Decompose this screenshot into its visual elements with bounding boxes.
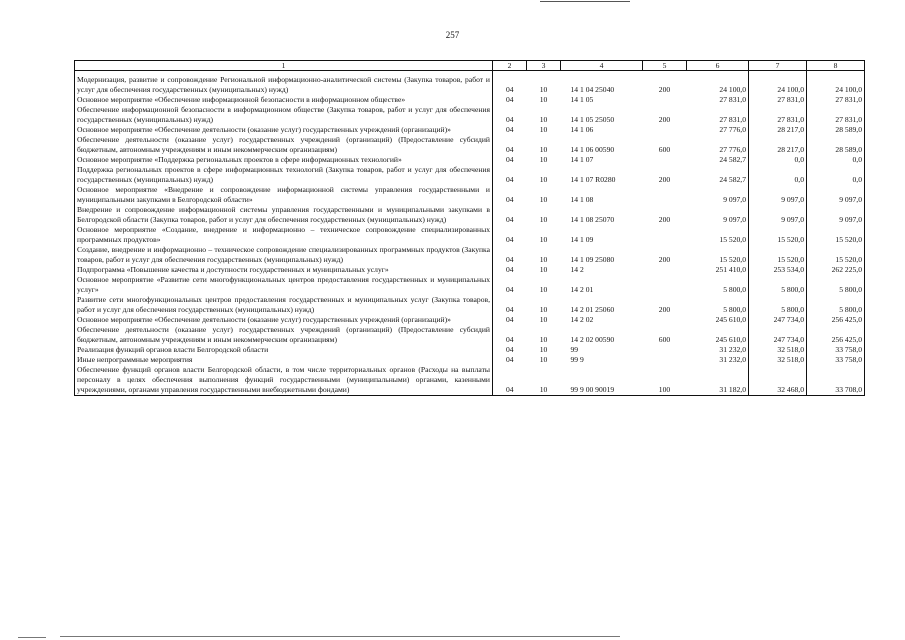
row-section: 04 (493, 365, 527, 396)
row-amount-year-1: 251 410,0 (687, 265, 749, 275)
row-section: 04 (505, 285, 514, 294)
row-target-code: 14 1 07 (570, 155, 594, 164)
row-amount-year-3: 0,0 (807, 165, 865, 185)
row-description: Обеспечение функций органов власти Белгородской области, в том числе территориальных органов (Расходы на выплаты персоналу в целях обеспечения выполнения функций государственными (муниципальными) органами, казенными учреждениями, органами управления государственными внебюджетными фондами) (75, 365, 493, 396)
row-subsection: 10 (539, 85, 548, 94)
table-row (75, 295, 865, 315)
row-expense-type: 200 (658, 175, 671, 184)
row-amount-year-3: 27 831,0 (807, 95, 865, 105)
row-description: Подпрограмма «Повышение качества и доступности государственных и муниципальных услуг» (75, 265, 493, 275)
row-section: 04 (505, 215, 514, 224)
row-expense-type: 100 (643, 365, 687, 396)
row-subsection: 10 (539, 145, 548, 154)
row-expense-type (643, 95, 687, 105)
row-target-code: 14 2 01 (570, 285, 594, 294)
row-amount-year-1: 5 800,0 (687, 295, 749, 315)
row-section: 04 (505, 95, 514, 104)
row-amount-year-1: 245 610,0 (687, 325, 749, 345)
table-row (75, 205, 865, 225)
table-row (75, 95, 865, 105)
row-amount-year-2: 15 520,0 (749, 225, 807, 245)
row-section: 04 (505, 335, 514, 344)
row-subsection: 10 (539, 195, 548, 204)
row-section: 04 (505, 115, 514, 124)
row-expense-type: 600 (658, 145, 671, 154)
row-amount-year-3: 33 708,0 (807, 365, 865, 396)
row-subsection: 10 (539, 305, 548, 314)
row-target-code: 14 1 04 25040 (570, 85, 615, 94)
table-header-row (75, 61, 865, 71)
row-amount-year-1: 24 100,0 (687, 75, 749, 95)
row-expense-type (643, 125, 687, 135)
row-expense-type (643, 155, 687, 165)
row-subsection: 10 (539, 175, 548, 184)
row-target-code: 14 1 09 (570, 235, 594, 244)
row-description: Внедрение и сопровождение информационной системы управления государственными и муниципальными закупками в Белгородской области (Закупка товаров, работ и услуг для обеспечения государственных (муниципальных) нужд) (75, 205, 493, 225)
header-col-8: 8 (807, 61, 865, 71)
row-amount-year-2: 28 217,0 (749, 135, 807, 155)
row-amount-year-1: 24 582,7 (687, 155, 749, 165)
row-section: 04 (505, 195, 514, 204)
row-target-code: 14 2 (570, 265, 584, 274)
row-section: 04 (505, 235, 514, 244)
budget-table (74, 60, 865, 396)
row-section: 04 (505, 355, 514, 364)
table-row (75, 165, 865, 185)
row-target-code: 14 1 08 25070 (570, 215, 615, 224)
row-description: Основное мероприятие «Создание, внедрение и информационно – техническое сопровождение специализированных программных продуктов» (75, 225, 493, 245)
row-amount-year-2: 9 097,0 (749, 205, 807, 225)
table-row (75, 365, 865, 396)
row-amount-year-2: 5 800,0 (749, 295, 807, 315)
header-col-2: 2 (493, 61, 527, 71)
table-row (75, 105, 865, 125)
row-target-code: 14 2 02 (570, 315, 594, 324)
row-subsection: 10 (539, 255, 548, 264)
row-description: Основное мероприятие «Развитие сети многофункциональных центров предоставления государственных и муниципальных услуг» (75, 275, 493, 295)
row-description: Реализация функций органов власти Белгородской области (75, 345, 493, 355)
row-expense-type (643, 265, 687, 275)
row-amount-year-1: 9 097,0 (687, 185, 749, 205)
row-amount-year-1: 31 182,0 (687, 365, 749, 396)
row-amount-year-2: 32 468,0 (749, 365, 807, 396)
row-amount-year-3: 33 758,0 (807, 345, 865, 355)
row-subsection: 10 (539, 115, 548, 124)
row-expense-type (643, 355, 687, 365)
row-expense-type (643, 185, 687, 205)
row-amount-year-3: 27 831,0 (807, 105, 865, 125)
row-description: Создание, внедрение и информационно – техническое сопровождение специализированных программных продуктов (Закупка товаров, работ и услуг для обеспечения государственных (муниципальных) нужд) (75, 245, 493, 265)
row-amount-year-1: 245 610,0 (687, 315, 749, 325)
row-section: 04 (505, 175, 514, 184)
row-expense-type: 200 (658, 305, 671, 314)
row-target-code: 14 2 01 25060 (570, 305, 615, 314)
table-row (75, 265, 865, 275)
page-number: 257 (445, 30, 460, 40)
row-amount-year-3: 256 425,0 (807, 315, 865, 325)
row-amount-year-3: 28 589,0 (807, 125, 865, 135)
row-target-code: 14 1 06 (570, 125, 594, 134)
table-row (75, 245, 865, 265)
row-amount-year-3: 262 225,0 (807, 265, 865, 275)
row-description: Основное мероприятие «Обеспечение деятельности (оказание услуг) государственных учреждений (организаций)» (75, 125, 493, 135)
row-section: 04 (505, 265, 514, 274)
row-description: Основное мероприятие «Поддержка региональных проектов в сфере информационных технологий» (75, 155, 493, 165)
header-col-6: 6 (687, 61, 749, 71)
row-amount-year-1: 27 776,0 (687, 125, 749, 135)
table-row (75, 315, 865, 325)
row-target-code: 14 1 05 25050 (570, 115, 615, 124)
row-description: Поддержка региональных проектов в сфере информационных технологий (Закупка товаров, работ и услуг для обеспечения государственных (муниципальных) нужд) (75, 165, 493, 185)
table-row (75, 135, 865, 155)
row-expense-type (643, 345, 687, 355)
row-amount-year-3: 28 589,0 (807, 135, 865, 155)
row-target-code: 14 1 07 R0280 (570, 175, 616, 184)
row-amount-year-3: 256 425,0 (807, 325, 865, 345)
row-description: Обеспечение информационной безопасности в информационном обществе (Закупка товаров, работ и услуг для обеспечения государственных (муниципальных) нужд) (75, 105, 493, 125)
header-col-3: 3 (527, 61, 561, 71)
row-subsection: 10 (539, 335, 548, 344)
row-amount-year-3: 5 800,0 (807, 295, 865, 315)
header-col-7: 7 (749, 61, 807, 71)
row-amount-year-2: 27 831,0 (749, 105, 807, 125)
table-row (75, 185, 865, 205)
row-subsection: 10 (539, 315, 548, 324)
row-amount-year-3: 15 520,0 (807, 225, 865, 245)
table-row (75, 345, 865, 355)
row-amount-year-1: 15 520,0 (687, 245, 749, 265)
row-amount-year-3: 33 758,0 (807, 355, 865, 365)
table-row (75, 325, 865, 345)
row-amount-year-2: 32 518,0 (749, 355, 807, 365)
row-subsection: 10 (527, 365, 561, 396)
row-amount-year-1: 31 232,0 (687, 345, 749, 355)
row-amount-year-2: 27 831,0 (749, 95, 807, 105)
row-amount-year-3: 0,0 (807, 155, 865, 165)
table-row (75, 275, 865, 295)
row-target-code: 99 (570, 345, 579, 354)
header-col-4: 4 (561, 61, 643, 71)
row-expense-type: 200 (658, 85, 671, 94)
row-subsection: 10 (539, 235, 548, 244)
row-amount-year-1: 27 831,0 (687, 105, 749, 125)
row-description: Основное мероприятие «Обеспечение информационной безопасности в информационном обществе» (75, 95, 493, 105)
row-amount-year-2: 24 100,0 (749, 75, 807, 95)
row-amount-year-1: 5 800,0 (687, 275, 749, 295)
row-section: 04 (505, 125, 514, 134)
row-amount-year-1: 27 776,0 (687, 135, 749, 155)
row-description: Развитие сети многофункциональных центров предоставления государственных и муниципальных услуг (Закупка товаров, работ и услуг для обеспечения государственных (муниципальных) нужд) (75, 295, 493, 315)
row-amount-year-2: 32 518,0 (749, 345, 807, 355)
row-amount-year-1: 27 831,0 (687, 95, 749, 105)
row-amount-year-2: 9 097,0 (749, 185, 807, 205)
row-amount-year-3: 15 520,0 (807, 245, 865, 265)
row-amount-year-1: 31 232,0 (687, 355, 749, 365)
row-expense-type: 200 (658, 255, 671, 264)
row-section: 04 (505, 85, 514, 94)
row-expense-type: 200 (658, 115, 671, 124)
row-target-code: 14 1 09 25080 (570, 255, 615, 264)
scan-artifact-bottom-left (18, 637, 46, 638)
row-amount-year-3: 9 097,0 (807, 205, 865, 225)
table-row (75, 75, 865, 95)
row-amount-year-2: 253 534,0 (749, 265, 807, 275)
row-subsection: 10 (539, 345, 548, 354)
row-amount-year-3: 9 097,0 (807, 185, 865, 205)
table-row (75, 155, 865, 165)
row-section: 04 (505, 255, 514, 264)
row-description: Иные непрограммные мероприятия (75, 355, 493, 365)
row-amount-year-2: 28 217,0 (749, 125, 807, 135)
row-subsection: 10 (539, 285, 548, 294)
row-subsection: 10 (539, 95, 548, 104)
row-expense-type: 600 (658, 335, 671, 344)
row-amount-year-2: 0,0 (749, 155, 807, 165)
row-amount-year-1: 24 582,7 (687, 165, 749, 185)
header-col-5: 5 (643, 61, 687, 71)
row-amount-year-2: 247 734,0 (749, 325, 807, 345)
row-target-code: 99 9 (570, 355, 584, 364)
row-target-code: 14 2 02 00590 (570, 335, 615, 344)
table-body (75, 75, 865, 396)
header-col-1: 1 (75, 61, 493, 71)
table-row (75, 355, 865, 365)
row-section: 04 (505, 145, 514, 154)
row-expense-type (643, 315, 687, 325)
row-description: Основное мероприятие «Обеспечение деятельности (оказание услуг) государственных учреждений (организаций)» (75, 315, 493, 325)
row-amount-year-3: 24 100,0 (807, 75, 865, 95)
row-section: 04 (505, 305, 514, 314)
row-expense-type (643, 225, 687, 245)
scan-artifact-bottom (60, 636, 620, 637)
row-expense-type (643, 275, 687, 295)
row-amount-year-3: 5 800,0 (807, 275, 865, 295)
row-subsection: 10 (539, 265, 548, 274)
row-subsection: 10 (539, 155, 548, 164)
row-description: Обеспечение деятельности (оказание услуг) государственных учреждений (организаций) (Предоставление субсидий бюджетным, автономным учреждениям и иным некоммерческим организациям) (75, 135, 493, 155)
row-expense-type: 200 (658, 215, 671, 224)
row-target-code: 14 1 08 (570, 195, 594, 204)
row-amount-year-1: 15 520,0 (687, 225, 749, 245)
row-target-code: 14 1 06 00590 (570, 145, 615, 154)
row-amount-year-2: 5 800,0 (749, 275, 807, 295)
table-row (75, 225, 865, 245)
row-description: Основное мероприятие «Внедрение и сопровождение информационной системы управления государственными и муниципальными закупками в Белгородской области» (75, 185, 493, 205)
row-subsection: 10 (539, 215, 548, 224)
row-section: 04 (505, 345, 514, 354)
row-amount-year-2: 247 734,0 (749, 315, 807, 325)
row-subsection: 10 (539, 125, 548, 134)
row-description: Обеспечение деятельности (оказание услуг) государственных учреждений (организаций) (Предоставление субсидий бюджетным, автономным учреждениям и иным некоммерческим организациям) (75, 325, 493, 345)
row-section: 04 (505, 155, 514, 164)
row-subsection: 10 (539, 355, 548, 364)
scan-artifact-top (540, 1, 630, 2)
row-target-code: 14 1 05 (570, 95, 594, 104)
row-description: Модернизация, развитие и сопровождение Региональной информационно-аналитической системы (Закупка товаров, работ и услуг для обеспечения государственных (муниципальных) нужд) (75, 75, 493, 95)
row-amount-year-2: 0,0 (749, 165, 807, 185)
row-amount-year-2: 15 520,0 (749, 245, 807, 265)
row-section: 04 (505, 315, 514, 324)
row-amount-year-1: 9 097,0 (687, 205, 749, 225)
table-row (75, 125, 865, 135)
row-target-code: 99 9 00 90019 (561, 365, 643, 396)
